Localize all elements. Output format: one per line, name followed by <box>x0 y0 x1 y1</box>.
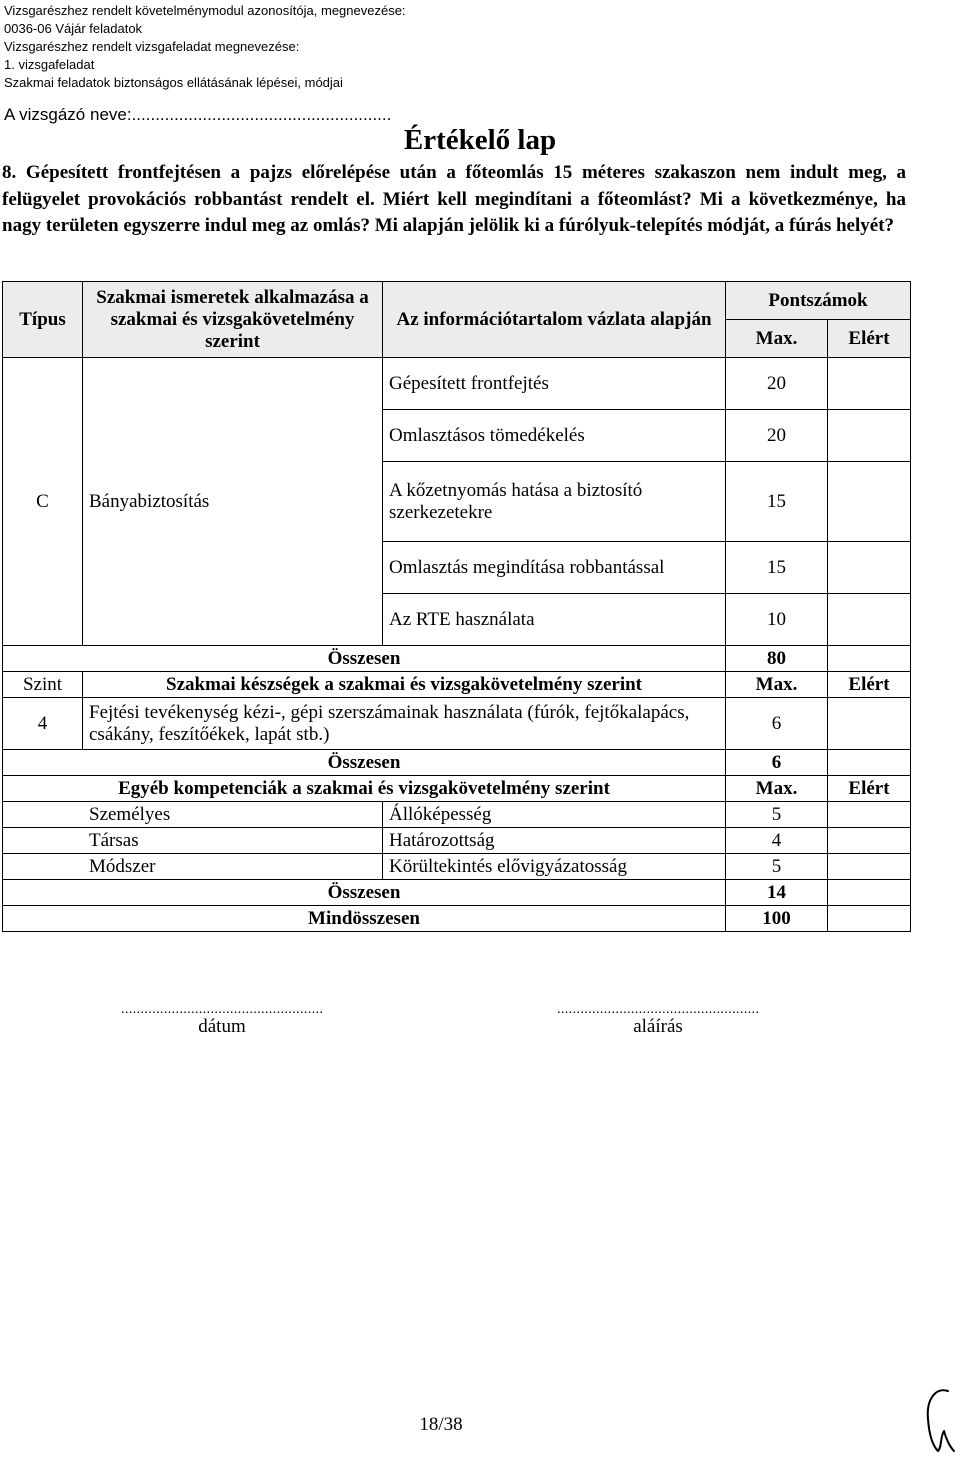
grand-total-label: Mindösszesen <box>3 906 726 932</box>
section1-score-4[interactable] <box>828 542 911 594</box>
section3-comp-1: Állóképesség <box>383 802 726 828</box>
section3-heading: Egyéb kompetenciák a szakmai és vizsgakövetelmény szerint <box>3 776 726 802</box>
section3-cat-3: Módszer <box>3 854 383 880</box>
date-dots: .................................................... <box>120 1000 324 1016</box>
section2-heading: Szakmai készségek a szakmai és vizsgakövetelmény szerint <box>83 672 726 698</box>
header-line-1: Vizsgarészhez rendelt követelménymodul azonosítója, megnevezése: <box>4 3 406 18</box>
section1-max-4: 15 <box>726 542 828 594</box>
section1-item-2: Omlasztásos tömedékelés <box>383 410 726 462</box>
section1-score-2[interactable] <box>828 410 911 462</box>
header-line-3: Vizsgarészhez rendelt vizsgafeladat megnevezése: <box>4 39 300 54</box>
section3-cat-1: Személyes <box>3 802 383 828</box>
handwritten-signature-mark <box>918 1385 958 1455</box>
section1-score-5[interactable] <box>828 594 911 646</box>
section2-skill-score[interactable] <box>828 698 911 750</box>
section2-max-header: Max. <box>726 672 828 698</box>
section1-type: C <box>3 358 83 646</box>
col-header-tipus: Típus <box>3 282 83 358</box>
section3-max-2: 4 <box>726 828 828 854</box>
signature-dots: .................................................... <box>556 1000 760 1016</box>
date-label: dátum <box>198 1016 246 1037</box>
section1-item-4: Omlasztás megindítása robbantással <box>383 542 726 594</box>
section3-comp-2: Határozottság <box>383 828 726 854</box>
section3-total-score[interactable] <box>828 880 911 906</box>
section1-score-3[interactable] <box>828 462 911 542</box>
section1-total-score[interactable] <box>828 646 911 672</box>
document-header <box>4 2 406 92</box>
section3-cat-2: Társas <box>3 828 383 854</box>
grand-total-score[interactable] <box>828 906 911 932</box>
section3-total-label: Összesen <box>3 880 726 906</box>
section1-item-5: Az RTE használata <box>383 594 726 646</box>
section3-score-3[interactable] <box>828 854 911 880</box>
section1-total-max: 80 <box>726 646 828 672</box>
section3-max-1: 5 <box>726 802 828 828</box>
section3-score-2[interactable] <box>828 828 911 854</box>
section3-score-1[interactable] <box>828 802 911 828</box>
section2-total-score[interactable] <box>828 750 911 776</box>
section1-max-3: 15 <box>726 462 828 542</box>
section3-max-3: 5 <box>726 854 828 880</box>
section2-skill: Fejtési tevékenység kézi-, gépi szerszámainak használata (fúrók, fejtőkalapács, csákány, feszítőékek, lapát stb.) <box>83 698 726 750</box>
col-header-pontszamok: Pontszámok <box>726 282 911 320</box>
section1-item-3: A kőzetnyomás hatása a biztosító szerkezetekre <box>383 462 726 542</box>
section3-comp-3: Körültekintés elővigyázatosság <box>383 854 726 880</box>
col-header-szakmai: Szakmai ismeretek alkalmazása a szakmai és vizsgakövetelmény szerint <box>83 282 383 358</box>
signature-label: aláírás <box>633 1016 683 1037</box>
col-header-info: Az információtartalom vázlata alapján <box>383 282 726 358</box>
col-header-elert: Elért <box>828 320 911 358</box>
section3-max-header: Max. <box>726 776 828 802</box>
header-line-4: 1. vizsgafeladat <box>4 57 95 72</box>
section1-topic: Bányabiztosítás <box>83 358 383 646</box>
date-block <box>82 1000 362 1038</box>
header-line-2: 0036-06 Vájár feladatok <box>4 21 143 36</box>
section3-total-max: 14 <box>726 880 828 906</box>
section2-szint-header: Szint <box>3 672 83 698</box>
section2-total-label: Összesen <box>3 750 726 776</box>
candidate-name-line: A vizsgázó neve:....................................................... <box>4 105 392 124</box>
page-title: Értékelő lap <box>403 124 557 156</box>
section3-elert-header: Elért <box>828 776 911 802</box>
section1-score-1[interactable] <box>828 358 911 410</box>
section1-item-1: Gépesített frontfejtés <box>383 358 726 410</box>
grand-total-max: 100 <box>726 906 828 932</box>
section2-skill-max: 6 <box>726 698 828 750</box>
section1-total-label: Összesen <box>3 646 726 672</box>
section2-level: 4 <box>3 698 83 750</box>
section1-max-2: 20 <box>726 410 828 462</box>
col-header-max: Max. <box>726 320 828 358</box>
header-line-5: Szakmai feladatok biztonságos ellátásának lépései, módjai <box>4 75 343 90</box>
page-number: 18/38 <box>419 1414 463 1435</box>
section1-max-5: 10 <box>726 594 828 646</box>
section1-max-1: 20 <box>726 358 828 410</box>
section2-elert-header: Elért <box>828 672 911 698</box>
question-text: 8. Gépesített frontfejtésen a pajzs előrelépése után a főteomlás 15 méteres szakaszon nem indult meg, a felügyelet provokációs robbantást rendelt el. Miért kell megindítani a főteomlást? Mi a következménye, ha nagy területen egyszerre indul meg az omlás? Mi alapján jelölik ki a fúrólyuk-telepítés módját, a fúrás helyét? <box>2 162 906 236</box>
signature-block <box>518 1000 798 1038</box>
evaluation-table <box>2 281 911 932</box>
section2-total-max: 6 <box>726 750 828 776</box>
